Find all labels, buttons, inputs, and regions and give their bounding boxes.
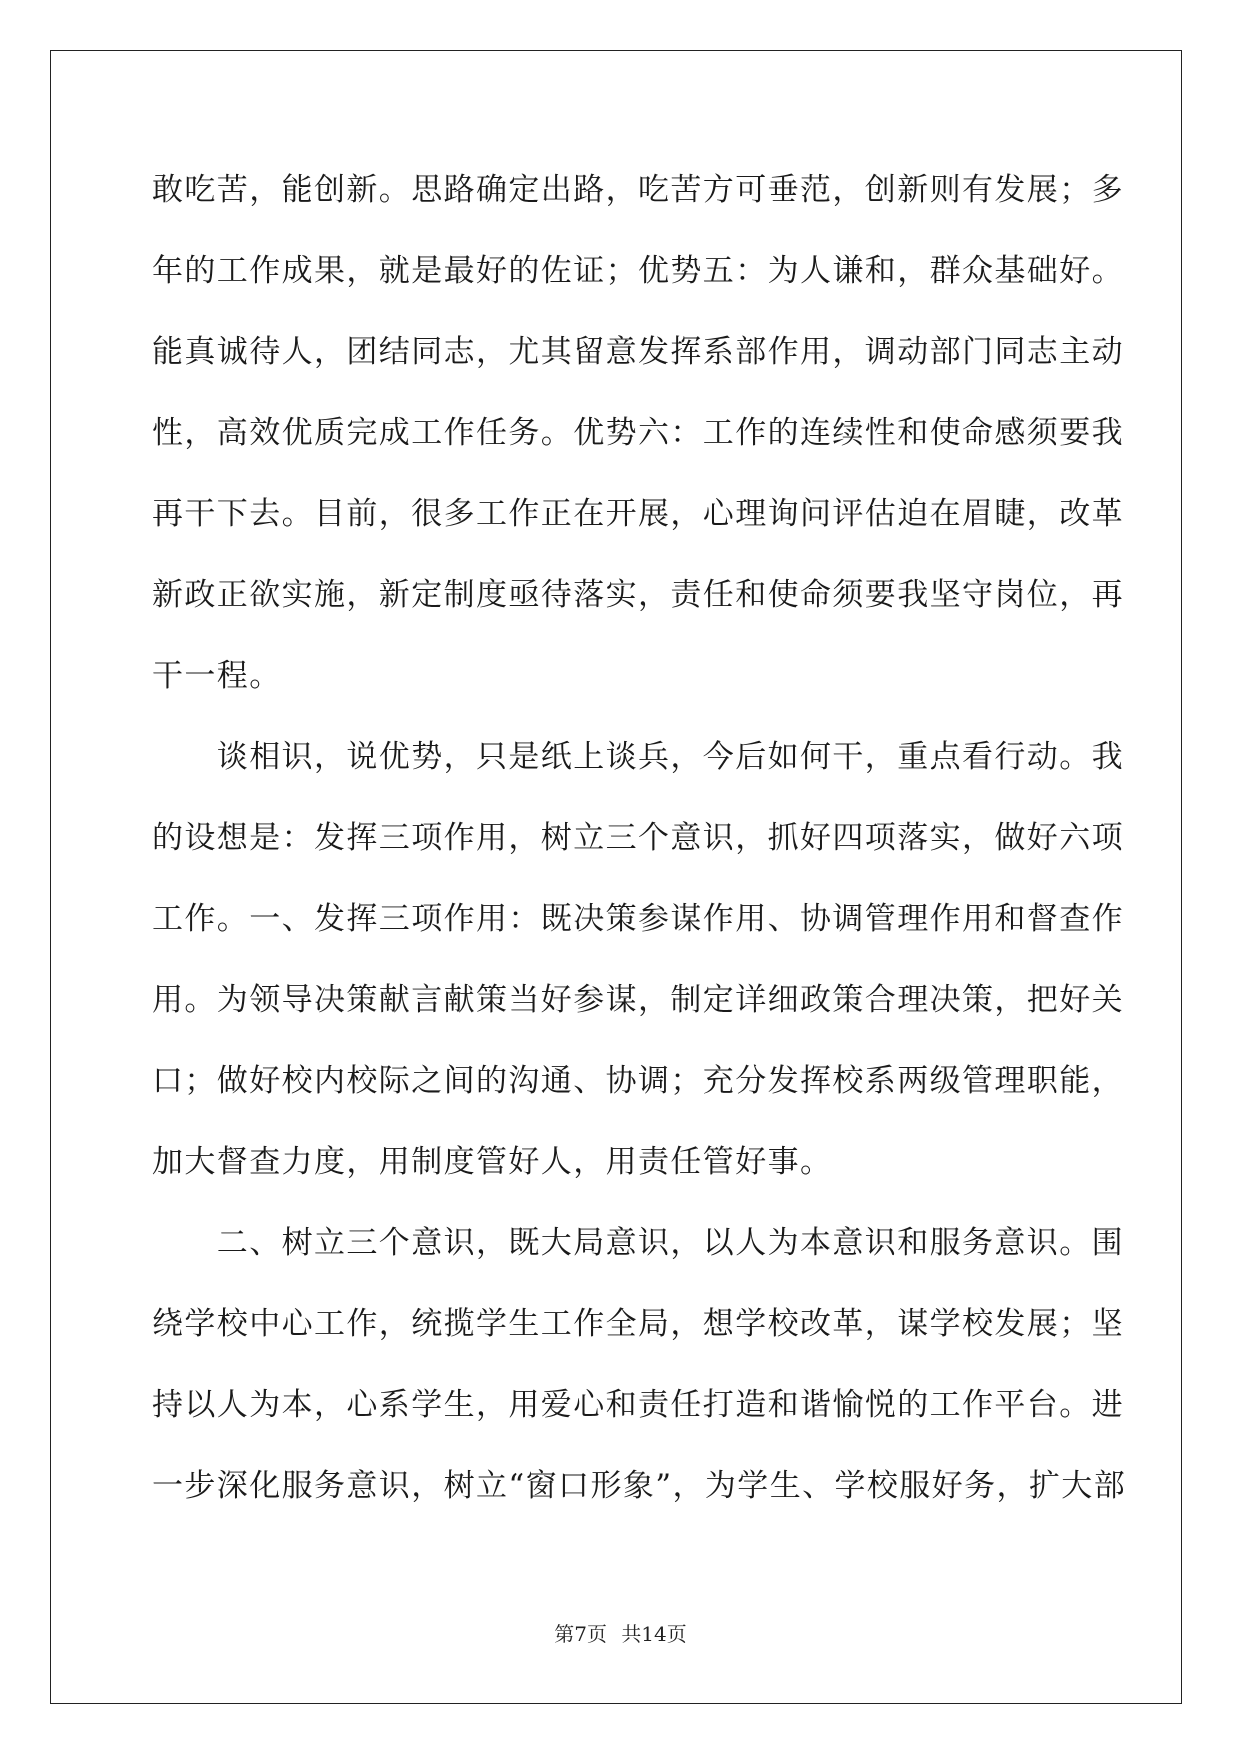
text-line: 用。为领导决策献言献策当好参谋，制定详细政策合理决策，把好关 (152, 982, 1124, 1018)
page-number-current: 第7页 (554, 1622, 607, 1646)
text-line: 敢吃苦，能创新。思路确定出路，吃苦方可垂范，创新则有发展；多 (152, 172, 1124, 208)
page-number-total: 共14页 (621, 1622, 687, 1646)
text-line: 谈相识，说优势，只是纸上谈兵，今后如何干，重点看行动。我 (152, 739, 1124, 775)
text-line: 干一程。 (152, 658, 282, 694)
text-line: 二、树立三个意识，既大局意识，以人为本意识和服务意识。围 (152, 1225, 1124, 1261)
text-line: 加大督查力度，用制度管好人，用责任管好事。 (152, 1144, 833, 1180)
text-line: 工作。一、发挥三项作用：既决策参谋作用、协调管理作用和督查作 (152, 901, 1124, 937)
text-line: 一步深化服务意识，树立“窗口形象”，为学生、学校服好务，扩大部 (152, 1468, 1127, 1504)
text-line: 新政正欲实施，新定制度亟待落实，责任和使命须要我坚守岗位，再 (152, 577, 1124, 613)
text-line: 再干下去。目前，很多工作正在开展，心理询问评估迫在眉睫，改革 (152, 496, 1124, 532)
text-line: 性，高效优质完成工作任务。优势六：工作的连续性和使命感须要我 (152, 415, 1124, 451)
text-line: 能真诚待人，团结同志，尤其留意发挥系部作用，调动部门同志主动 (152, 334, 1124, 370)
text-line: 的设想是：发挥三项作用，树立三个意识，抓好四项落实，做好六项 (152, 820, 1124, 856)
page-footer (0, 1620, 1241, 1648)
document-body (152, 164, 1127, 1541)
text-line: 绕学校中心工作，统揽学生工作全局，想学校改革，谋学校发展；坚 (152, 1306, 1124, 1342)
text-line: 口；做好校内校际之间的沟通、协调；充分发挥校系两级管理职能， (152, 1063, 1124, 1099)
text-line: 年的工作成果，就是最好的佐证；优势五：为人谦和，群众基础好。 (152, 253, 1124, 289)
text-line: 持以人为本，心系学生，用爱心和责任打造和谐愉悦的工作平台。进 (152, 1387, 1124, 1423)
